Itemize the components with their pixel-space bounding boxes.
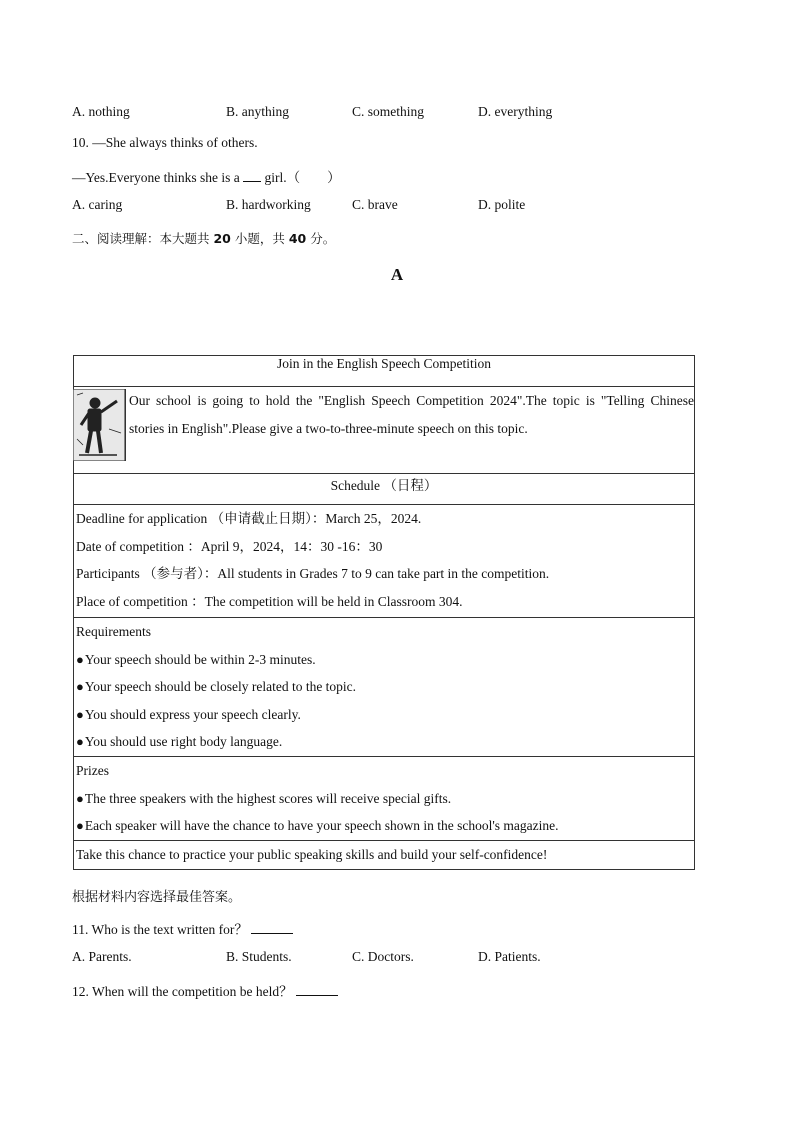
- closing-text: Take this chance to practice your public speaking skills and build your self-confidence!: [76, 847, 548, 862]
- section-suffix: 分。: [306, 231, 336, 246]
- section-question-count: 20: [213, 231, 231, 246]
- q12-answer-blank[interactable]: [296, 983, 338, 996]
- q9-option-d: D. everything: [478, 104, 553, 119]
- prize-item: ● The three speakers with the highest scores will receive special gifts.: [76, 785, 692, 813]
- prizes-heading: Prizes: [76, 763, 109, 778]
- q10-option-c: C. brave: [352, 197, 398, 212]
- schedule-participants: Participants （参与者）：All students in Grades 7 to 9 can take part in the competition.: [76, 566, 550, 582]
- q10-option-b: B. hardworking: [226, 197, 311, 212]
- q11-option-d: D. Patients.: [478, 949, 541, 964]
- section-score: 40: [288, 231, 307, 246]
- section-heading: [72, 229, 335, 247]
- prizes-section: [74, 757, 695, 841]
- q10-reply-before: —Yes.Everyone thinks she is a: [72, 170, 244, 185]
- q9-option-b: B. anything: [226, 104, 289, 119]
- q11: [72, 918, 293, 938]
- q10-answer-blank[interactable]: [243, 169, 261, 182]
- section-middle: 小题，共: [230, 231, 289, 246]
- q10-reply: [72, 166, 341, 186]
- requirement-item: ● Your speech should be within 2-3 minutes.: [76, 646, 692, 674]
- requirements-heading: Requirements: [76, 624, 151, 639]
- person-giving-speech-icon: [73, 389, 126, 461]
- schedule-date: Date of competition ：April 9，2024，14：30 -16：30: [76, 538, 383, 554]
- q12: [72, 980, 338, 1000]
- prize-item: ● Each speaker will have the chance to have your speech shown in the school's magazine.: [76, 812, 692, 840]
- q11-answer-blank[interactable]: [251, 921, 293, 934]
- section-prefix: 二、阅读理解：本大题共: [72, 231, 214, 246]
- closing-line: [74, 841, 695, 870]
- requirement-item: ● You should use right body language.: [76, 728, 692, 756]
- passage-letter: A: [390, 265, 404, 284]
- q10-stem: 10. —She always thinks of others.: [72, 135, 258, 150]
- requirement-item: ● Your speech should be closely related to the topic.: [76, 673, 692, 701]
- schedule-place: Place of competition ：The competition will be held in Classroom 304.: [76, 593, 463, 609]
- schedule-heading: Schedule （日程）: [74, 474, 695, 505]
- schedule-deadline: Deadline for application （申请截止日期）：March 25，2024.: [76, 511, 422, 526]
- q11-option-a: A. Parents.: [72, 949, 132, 964]
- notice-title: Join in the English Speech Competition: [74, 356, 695, 387]
- q10-option-d: D. polite: [478, 197, 526, 212]
- requirements-section: [74, 618, 695, 757]
- q11-option-b: B. Students.: [226, 949, 292, 964]
- requirement-item: ● You should express your speech clearly.: [76, 701, 692, 729]
- q9-option-a: A. nothing: [72, 104, 130, 119]
- competition-notice: [73, 355, 695, 870]
- q12-stem: 12. When will the competition be held？: [72, 984, 293, 999]
- notice-intro: Our school is going to hold the "English Speech Competition 2024".The topic is "Telling Chinese stories in English".Please give a two-to-three-minute speech on this topic.: [129, 393, 694, 436]
- instruction: 根据材料内容选择最佳答案。: [72, 890, 242, 905]
- q11-stem: 11. Who is the text written for？: [72, 922, 248, 937]
- q11-option-c: C. Doctors.: [352, 949, 414, 964]
- q10-option-a: A. caring: [72, 197, 123, 212]
- q9-option-c: C. something: [352, 104, 425, 119]
- schedule-details: [74, 505, 695, 618]
- q10-reply-after: girl.（ ）: [261, 170, 341, 185]
